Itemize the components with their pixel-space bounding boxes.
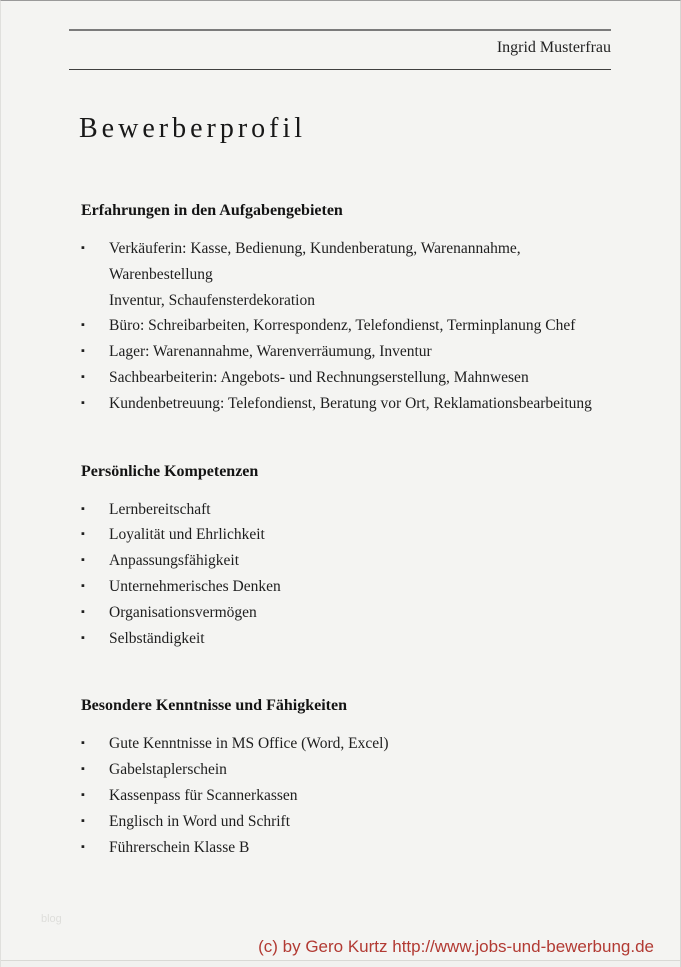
list-item-text [109,835,640,861]
list-item [81,574,640,600]
bullet-icon: ▪ [81,345,85,358]
list-item-text [109,783,640,809]
section-heading: Persönliche Kompetenzen [81,462,259,480]
list-item-line: Gute Kenntnisse in MS Office (Word, Excel) [109,735,389,753]
list-item [81,391,640,417]
list-item-line: Führerschein Klasse B [109,838,250,856]
bullet-icon: ▪ [81,788,85,801]
list-item [81,339,640,365]
header-name: Ingrid Musterfrau [496,39,611,56]
list-item-line: Verkäuferin: Kasse, Bedienung, Kundenberatung, Warenannahme, [109,240,521,257]
list-item-text [109,600,640,626]
bullet-icon: ▪ [81,242,85,254]
bullet-icon: ▪ [81,763,85,776]
watermark-text: blog [41,913,62,925]
list-item [81,783,640,809]
bullet-icon: ▪ [81,396,85,409]
list-item-text [109,497,640,523]
page-bottom-strip [1,961,680,967]
list-item [81,835,640,861]
list-item-text [109,809,640,835]
list-item-text [109,574,640,600]
bullet-icon: ▪ [81,579,85,592]
list-item-line: Warenbestellung [109,265,213,283]
list-item-line: Gabelstaplerschein [109,761,227,779]
section-heading: Besondere Kenntnisse und Fähigkeiten [81,697,347,715]
list-item [81,313,640,339]
list-item-line: Büro: Schreibarbeiten, Korrespondenz, Telefondienst, Terminplanung Chef [109,317,576,335]
list-item-text [109,391,640,417]
list-item-text [109,365,640,391]
list-item [81,497,640,523]
list-item-line: Loyalität und Ehrlichkeit [109,526,265,544]
bullet-icon: ▪ [81,737,85,750]
list-item-line: Kassenpass für Scannerkassen [109,786,298,804]
bullet-icon: ▪ [81,370,85,383]
bullet-icon: ▪ [81,631,85,644]
page-title: Bewerberprofil [79,113,307,144]
list-item-line: Lager: Warenannahme, Warenverräumung, Inventur [109,343,432,361]
bullet-icon: ▪ [81,814,85,827]
list-item-line: Organisationsvermögen [109,603,257,621]
list-item [81,626,640,652]
section [81,695,640,860]
list-item-line: Sachbearbeiterin: Angebots- und Rechnungserstellung, Mahnwesen [109,368,529,386]
list-item [81,809,640,835]
list-item-line: Selbständigkeit [109,629,205,647]
bullet-icon: ▪ [81,319,85,332]
list-item [81,365,640,391]
footer-credit: (c) by Gero Kurtz http://www.jobs-und-bewerbung.de [258,937,654,956]
list-item-line: Englisch in Word und Schrift [109,812,291,830]
list-item-text [109,339,640,365]
bullet-icon: ▪ [81,605,85,618]
list-item-text [109,313,640,339]
list-item-line: Inventur, Schaufensterdekoration [109,291,315,309]
header-rule-top [69,29,611,31]
list-item [81,600,640,626]
list-item-text [109,626,640,652]
list-item [81,236,640,313]
list-item [81,757,640,783]
bullet-icon: ▪ [81,502,85,515]
list-item-line: Unternehmerisches Denken [109,577,281,595]
list-item-text [109,548,640,574]
bullet-icon: ▪ [81,554,85,567]
header-rule-bottom [69,69,611,70]
section-heading: Erfahrungen in den Aufgabengebieten [81,202,343,219]
list-item [81,731,640,757]
sections-container [81,200,640,904]
list-item-line: Lernbereitschaft [109,500,211,518]
list-item-text [109,236,640,313]
section [81,200,640,417]
list-item-text [109,522,640,548]
list-item-line: Anpassungsfähigkeit [109,552,240,570]
section [81,461,640,652]
bullet-icon: ▪ [81,840,85,853]
list-item-line: Kundenbetreuung: Telefondienst, Beratung vor Ort, Reklamationsbearbeitung [109,394,592,412]
list-item [81,522,640,548]
list-item-text [109,731,640,757]
list-item [81,548,640,574]
list-item-text [109,757,640,783]
bullet-icon: ▪ [81,528,85,541]
